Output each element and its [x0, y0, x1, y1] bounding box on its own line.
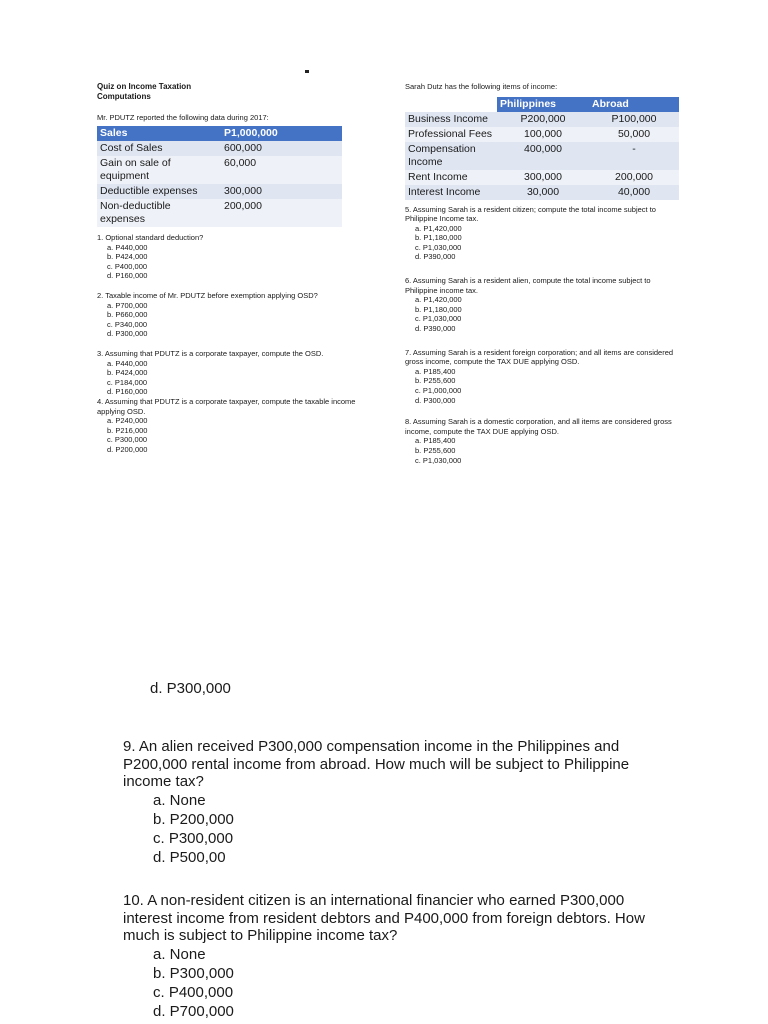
row-value: 300,000: [224, 185, 262, 197]
row-label: Sales: [97, 126, 221, 141]
answer-option: b. P1,180,000: [415, 304, 462, 314]
table-row: [97, 156, 342, 184]
abroad-value: P100,000: [611, 112, 657, 125]
question-3: [97, 349, 377, 397]
question-stem: 2. Taxable income of Mr. PDUTZ before exemption applying OSD?: [97, 290, 318, 300]
answer-option: a. P440,000: [107, 358, 148, 368]
stray-mark: [305, 70, 309, 73]
question-stem: 8. Assuming Sarah is a domestic corporation, and all items are considered gross income, compute the TAX DUE applying OSD.: [405, 417, 672, 436]
answer-option: d. P160,000: [107, 387, 148, 397]
answer-option: c. P400,000: [107, 261, 148, 271]
answer-option: d. P160,000: [107, 271, 148, 281]
quiz-title-line1: Quiz on Income Taxation: [97, 82, 192, 91]
abroad-value: 40,000: [617, 185, 651, 198]
row-label: Gain on sale of equipment: [100, 157, 171, 182]
table-row: [405, 127, 679, 142]
question-10: [123, 892, 653, 1021]
row-label: Deductible expenses: [100, 185, 198, 197]
ph-value: 100,000: [524, 127, 562, 140]
question-9: [123, 738, 653, 867]
answer-option: d. P390,000: [415, 324, 456, 334]
table-row: [97, 199, 342, 227]
question-1: [97, 233, 377, 281]
table-row: [405, 185, 679, 200]
answer-option: a. None: [153, 945, 206, 963]
abroad-value: -: [632, 142, 636, 155]
question-4: [97, 397, 377, 455]
question-8: [405, 417, 685, 465]
answer-option: a. P700,000: [107, 300, 148, 310]
question-2: [97, 291, 377, 339]
answer-option: b. P424,000: [107, 252, 148, 262]
table-row: [405, 142, 679, 170]
answer-option: a. P240,000: [107, 416, 148, 426]
income-item: Rent Income: [408, 170, 468, 183]
abroad-value: 200,000: [615, 170, 653, 183]
table-row: [97, 141, 342, 156]
ph-value: 300,000: [524, 170, 562, 183]
answer-option: b. P255,600: [415, 445, 456, 455]
question-stem: 6. Assuming Sarah is a resident alien, compute the total income subject to Philippine income tax.: [405, 276, 651, 295]
answer-option: c. P1,000,000: [415, 386, 462, 395]
answer-option: d. P700,000: [153, 1002, 234, 1020]
answer-option: c. P184,000: [107, 377, 148, 387]
answer-option: c. P400,000: [153, 983, 234, 1001]
table-row: [97, 184, 342, 199]
answer-option: b. P200,000: [153, 810, 234, 828]
row-label: Non-deductible expenses: [100, 200, 171, 225]
answer-option: b. P660,000: [107, 310, 148, 320]
answer-option: a. P185,400: [415, 436, 456, 446]
answer-option: b. P255,600: [415, 376, 456, 386]
answer-option: d. P200,000: [107, 444, 148, 454]
question-stem: 1. Optional standard deduction?: [97, 233, 204, 242]
quiz-title-line2: Computations: [97, 91, 151, 101]
answer-option: c. P1,030,000: [415, 455, 462, 465]
row-value: 200,000: [224, 200, 262, 212]
answer-option: b. P300,000: [153, 964, 234, 982]
answer-option: c. P300,000: [153, 829, 234, 847]
question-5: [405, 205, 685, 263]
question-stem: 10. A non-resident citizen is an international financier who earned P300,000 interest income from resident debtors and P400,000 from foreign debtors. How much is subject to Philippine income tax?: [123, 892, 645, 944]
header-philippines: Philippines: [497, 97, 589, 112]
answer-option: c. P1,030,000: [415, 314, 462, 324]
answer-option: c. P300,000: [107, 435, 148, 445]
row-value: P1,000,000: [221, 126, 342, 141]
ph-value: 400,000: [524, 142, 562, 155]
answer-option: b. P216,000: [107, 425, 148, 435]
table-row: [97, 126, 342, 141]
question-stem: 3. Assuming that PDUTZ is a corporate taxpayer, compute the OSD.: [97, 348, 324, 358]
table-header-row: [405, 97, 679, 112]
question-stem: 7. Assuming Sarah is a resident foreign corporation; and all items are considered gross income, compute the TAX DUE applying OSD.: [405, 347, 674, 367]
question-stem: 5. Assuming Sarah is a resident citizen; compute the total income subject to Philippine Income tax.: [405, 204, 656, 224]
question-stem: 4. Assuming that PDUTZ is a corporate taxpayer, compute the taxable income applying OSD.: [97, 396, 356, 416]
abroad-value: 50,000: [617, 127, 651, 140]
carry-over-option: d. P300,000: [150, 680, 231, 697]
table-row: [405, 170, 679, 185]
answer-option: d. P390,000: [415, 252, 456, 262]
left-column: [97, 82, 377, 460]
table-row: [405, 112, 679, 127]
sarah-income-table: [405, 97, 679, 200]
answer-option: b. P1,180,000: [415, 233, 462, 243]
answer-option: a. P185,400: [415, 366, 456, 376]
answer-option: d. P500,00: [153, 848, 226, 866]
answer-option: a. P1,420,000: [415, 295, 462, 305]
answer-option: a. None: [153, 791, 206, 809]
left-intro: Mr. PDUTZ reported the following data during 2017:: [97, 113, 269, 122]
answer-option: b. P424,000: [107, 368, 148, 378]
row-value: 600,000: [224, 142, 262, 154]
ph-value: P200,000: [520, 112, 566, 125]
ph-value: 30,000: [526, 185, 560, 198]
answer-option: a. P1,420,000: [415, 223, 462, 233]
right-column: [405, 82, 685, 471]
header-abroad: Abroad: [589, 97, 679, 112]
header-blank: [405, 97, 497, 112]
question-6: [405, 276, 685, 334]
income-item: Compensation Income: [408, 142, 476, 168]
answer-option: c. P1,030,000: [415, 242, 462, 252]
answer-option: c. P340,000: [107, 319, 148, 329]
row-label: Cost of Sales: [100, 142, 163, 154]
answer-option: d. P300,000: [415, 395, 456, 405]
question-stem: 9. An alien received P300,000 compensation income in the Philippines and P200,000 rental income from abroad. How much will be subject to Philippine income tax?: [123, 738, 630, 790]
income-item: Business Income: [408, 112, 488, 125]
question-7: [405, 348, 685, 406]
income-item: Professional Fees: [408, 127, 493, 140]
answer-option: d. P300,000: [107, 329, 148, 339]
right-intro: Sarah Dutz has the following items of income:: [405, 82, 558, 91]
income-item: Interest Income: [408, 185, 481, 198]
row-value: 60,000: [224, 157, 257, 169]
answer-option: a. P440,000: [107, 242, 148, 252]
pdutz-data-table: [97, 126, 342, 227]
